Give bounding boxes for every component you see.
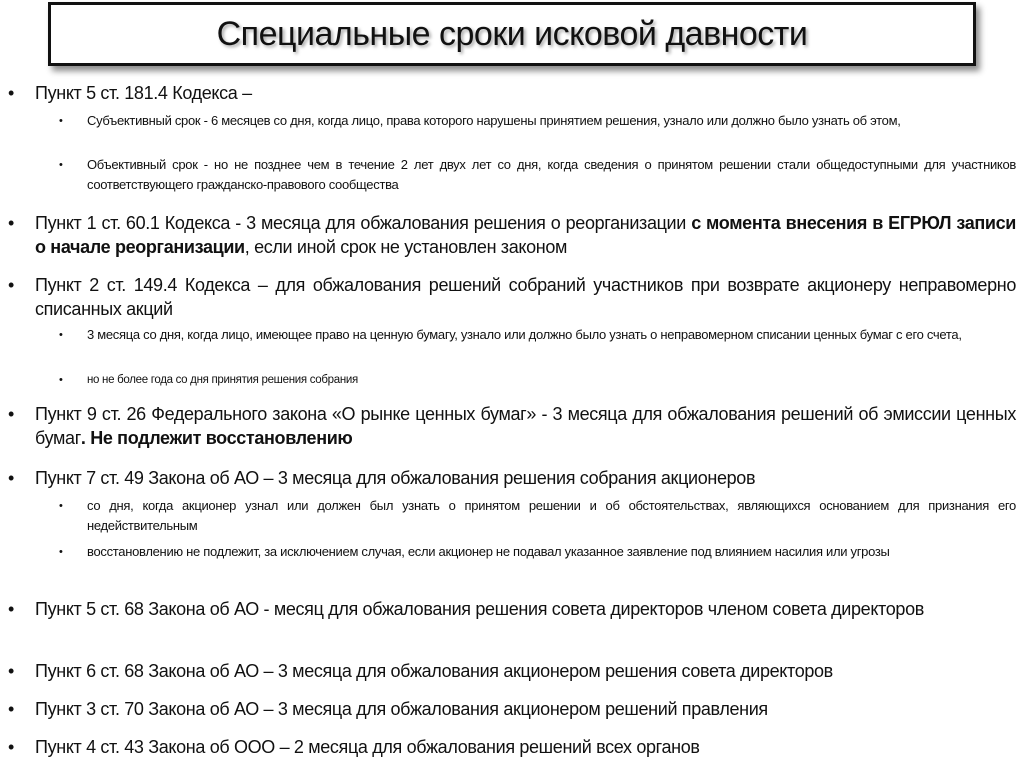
item-text: Пункт 1 ст. 60.1 Кодекса - 3 месяца для обжалования решения о реорганизации [35, 213, 692, 233]
list-item: • Пункт 5 ст. 68 Закона об АО - месяц для обжалования решения совета директоров членом совета директоров [35, 597, 1016, 621]
slide-title: Специальные сроки исковой давности [216, 14, 808, 53]
item-bold-text: . Не подлежит восстановлению [80, 428, 353, 448]
item-tail-text: , если иной срок не установлен законом [244, 237, 568, 257]
list-item: • Пункт 4 ст. 43 Закона об ООО – 2 месяца для обжалования решений всех органов [35, 735, 1016, 759]
sub-list-item: • со дня, когда акционер узнал или должен был узнать о принятом решении и об обстоятельствах, являющихся основанием для признания его недействительным [87, 496, 1016, 536]
item-bold-text: с момента внесения в ЕГРЮЛ записи о начале реорганизации [35, 213, 1016, 257]
sub-list-item: • восстановлению не подлежит, за исключением случая, если акционер не подавал указанное заявление под влиянием насилия или угрозы [87, 542, 1016, 562]
list-item: • Пункт 3 ст. 70 Закона об АО – 3 месяца для обжалования акционером решений правления [35, 697, 1016, 721]
list-item: • Пункт 7 ст. 49 Закона об АО – 3 месяца для обжалования решения собрания акционеров [35, 466, 1016, 490]
sub-list-item: • но не более года со дня принятия решения собрания [87, 370, 1016, 390]
sub-list-item: • Объективный срок - но не позднее чем в течение 2 лет двух лет со дня, когда сведения о принятом решении стали общедоступными для участников соответствующего гражданско-правового сообщества [87, 155, 1016, 195]
list-item: • Пункт 2 ст. 149.4 Кодекса – для обжалования решений собраний участников при возврате акционеру неправомерно списанных акций [35, 273, 1016, 321]
list-item [35, 211, 1016, 259]
title-box [48, 2, 976, 66]
list-item: • Пункт 6 ст. 68 Закона об АО – 3 месяца для обжалования акционером решения совета директоров [35, 659, 1016, 683]
list-item: • Пункт 5 ст. 181.4 Кодекса – [35, 81, 1016, 105]
sub-list-item: • Субъективный срок - 6 месяцев со дня, когда лицо, права которого нарушены принятием решения, узнало или должно было узнать об этом, [87, 111, 1016, 131]
item-text: Пункт 9 ст. 26 Федерального закона «О рынке ценных бумаг» - 3 месяца для обжалования решений об эмиссии ценных бумаг [35, 404, 1016, 448]
sub-list-item: • 3 месяца со дня, когда лицо, имеющее право на ценную бумагу, узнало или должно было узнать о неправомерном списании ценных бумаг с его счета, [87, 325, 1016, 345]
list-item [35, 402, 1016, 450]
